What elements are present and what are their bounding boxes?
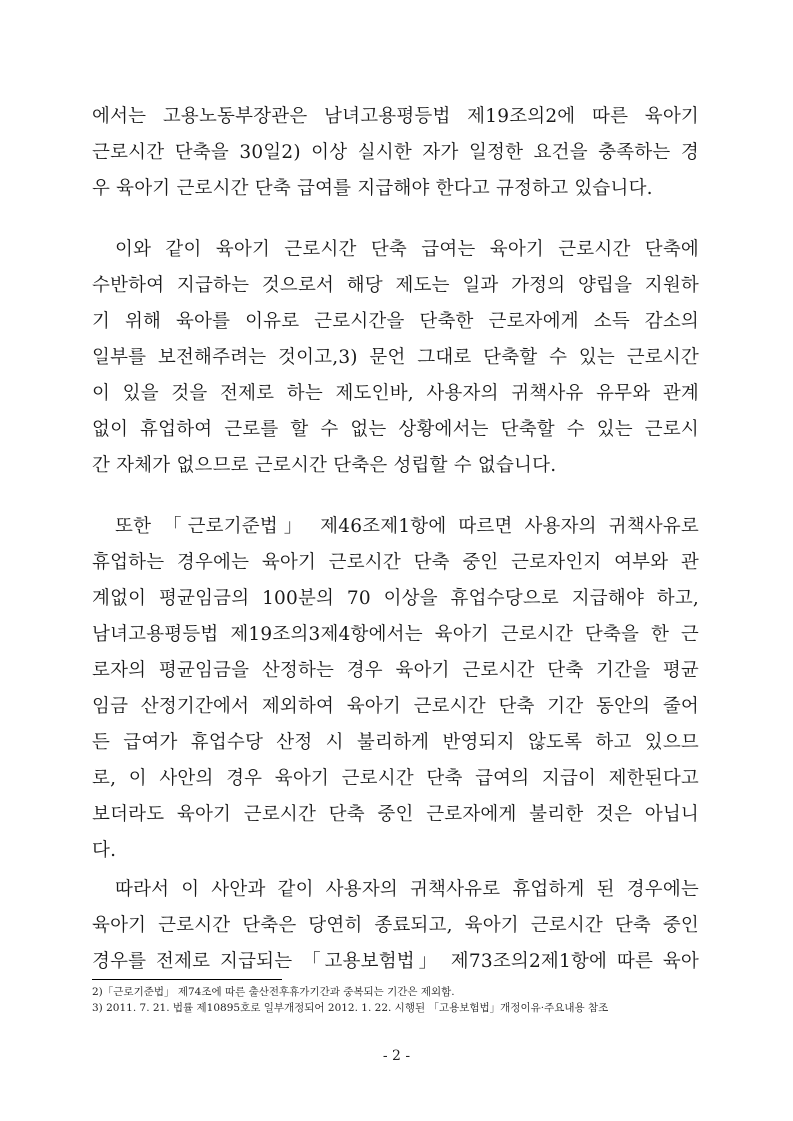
paragraph-4-line-3: 경우를 전제로 지급되는 「고용보험법」 제73조의2제1항에 따른 육아 <box>92 951 699 972</box>
paragraph-4-line-2: 육아기 근로시간 단축은 당연히 종료되고, 육아기 근로시간 단축 중인 <box>92 915 699 936</box>
paragraph-2-line-1: 이와 같이 육아기 근로시간 단축 급여는 육아기 근로시간 단축에 <box>115 239 699 260</box>
paragraph-3-line-7: 든 급여가 휴업수당 산정 시 불리하게 반영되지 않도록 하고 있으므 <box>92 732 699 753</box>
paragraph-3-line-8: 로, 이 사안의 경우 육아기 근로시간 단축 급여의 지급이 제한된다고 <box>92 768 699 789</box>
paragraph-2-line-4: 일부를 보전해주려는 것이고,3) 문언 그대로 단축할 수 있는 근로시간 <box>92 347 699 368</box>
paragraph-2-line-7: 간 자체가 없으므로 근로시간 단축은 성립할 수 없습니다. <box>92 455 557 476</box>
footnote-separator <box>92 979 282 980</box>
paragraph-3-line-2: 휴업하는 경우에는 육아기 근로시간 단축 중인 근로자인지 여부와 관 <box>92 552 699 573</box>
paragraph-3-line-3: 계없이 평균임금의 100분의 70 이상을 휴업수당으로 지급해야 하고, <box>92 588 699 609</box>
paragraph-4-line-1: 따라서 이 사안과 같이 사용자의 귀책사유로 휴업하게 된 경우에는 <box>115 879 699 900</box>
paragraph-3-line-10: 다. <box>92 840 117 861</box>
paragraph-3-line-6: 임금 산정기간에서 제외하여 육아기 근로시간 단축 기간 동안의 줄어 <box>92 696 699 717</box>
footnote-3: 3) 2011. 7. 21. 법률 제10895호로 일부개정되어 2012. 1. 22. 시행된 「고용보험법」개정이유·주요내용 참조 <box>92 1002 609 1014</box>
paragraph-3-line-4: 남녀고용평등법 제19조의3제4항에서는 육아기 근로시간 단축을 한 근 <box>92 624 699 645</box>
paragraph-2-line-2: 수반하여 지급하는 것으로서 해당 제도는 일과 가정의 양립을 지원하 <box>92 275 699 296</box>
paragraph-2-line-5: 이 있을 것을 전제로 하는 제도인바, 사용자의 귀책사유 유무와 관계 <box>92 383 699 404</box>
paragraph-3-line-1: 또한 「근로기준법」 제46조제1항에 따르면 사용자의 귀책사유로 <box>115 516 699 537</box>
paragraph-1-line-2: 근로시간 단축을 30일2) 이상 실시한 자가 일정한 요건을 충족하는 경 <box>92 142 699 163</box>
page-number: - 2 - <box>382 1048 411 1064</box>
paragraph-1-line-3: 우 육아기 근로시간 단축 급여를 지급해야 한다고 규정하고 있습니다. <box>92 178 653 199</box>
paragraph-3-line-5: 로자의 평균임금을 산정하는 경우 육아기 근로시간 단축 기간을 평균 <box>92 660 699 681</box>
paragraph-1-line-1: 에서는 고용노동부장관은 남녀고용평등법 제19조의2에 따른 육아기 <box>92 106 699 127</box>
paragraph-3-line-9: 보더라도 육아기 근로시간 단축 중인 근로자에게 불리한 것은 아닙니 <box>92 804 699 825</box>
paragraph-2-line-6: 없이 휴업하여 근로를 할 수 없는 상황에서는 단축할 수 있는 근로시 <box>92 419 699 440</box>
paragraph-2-line-3: 기 위해 육아를 이유로 근로시간을 단축한 근로자에게 소득 감소의 <box>92 311 699 332</box>
footnote-2: 2)「근로기준법」 제74조에 따른 출산전후휴가기간과 중복되는 기간은 제외함. <box>92 986 455 998</box>
